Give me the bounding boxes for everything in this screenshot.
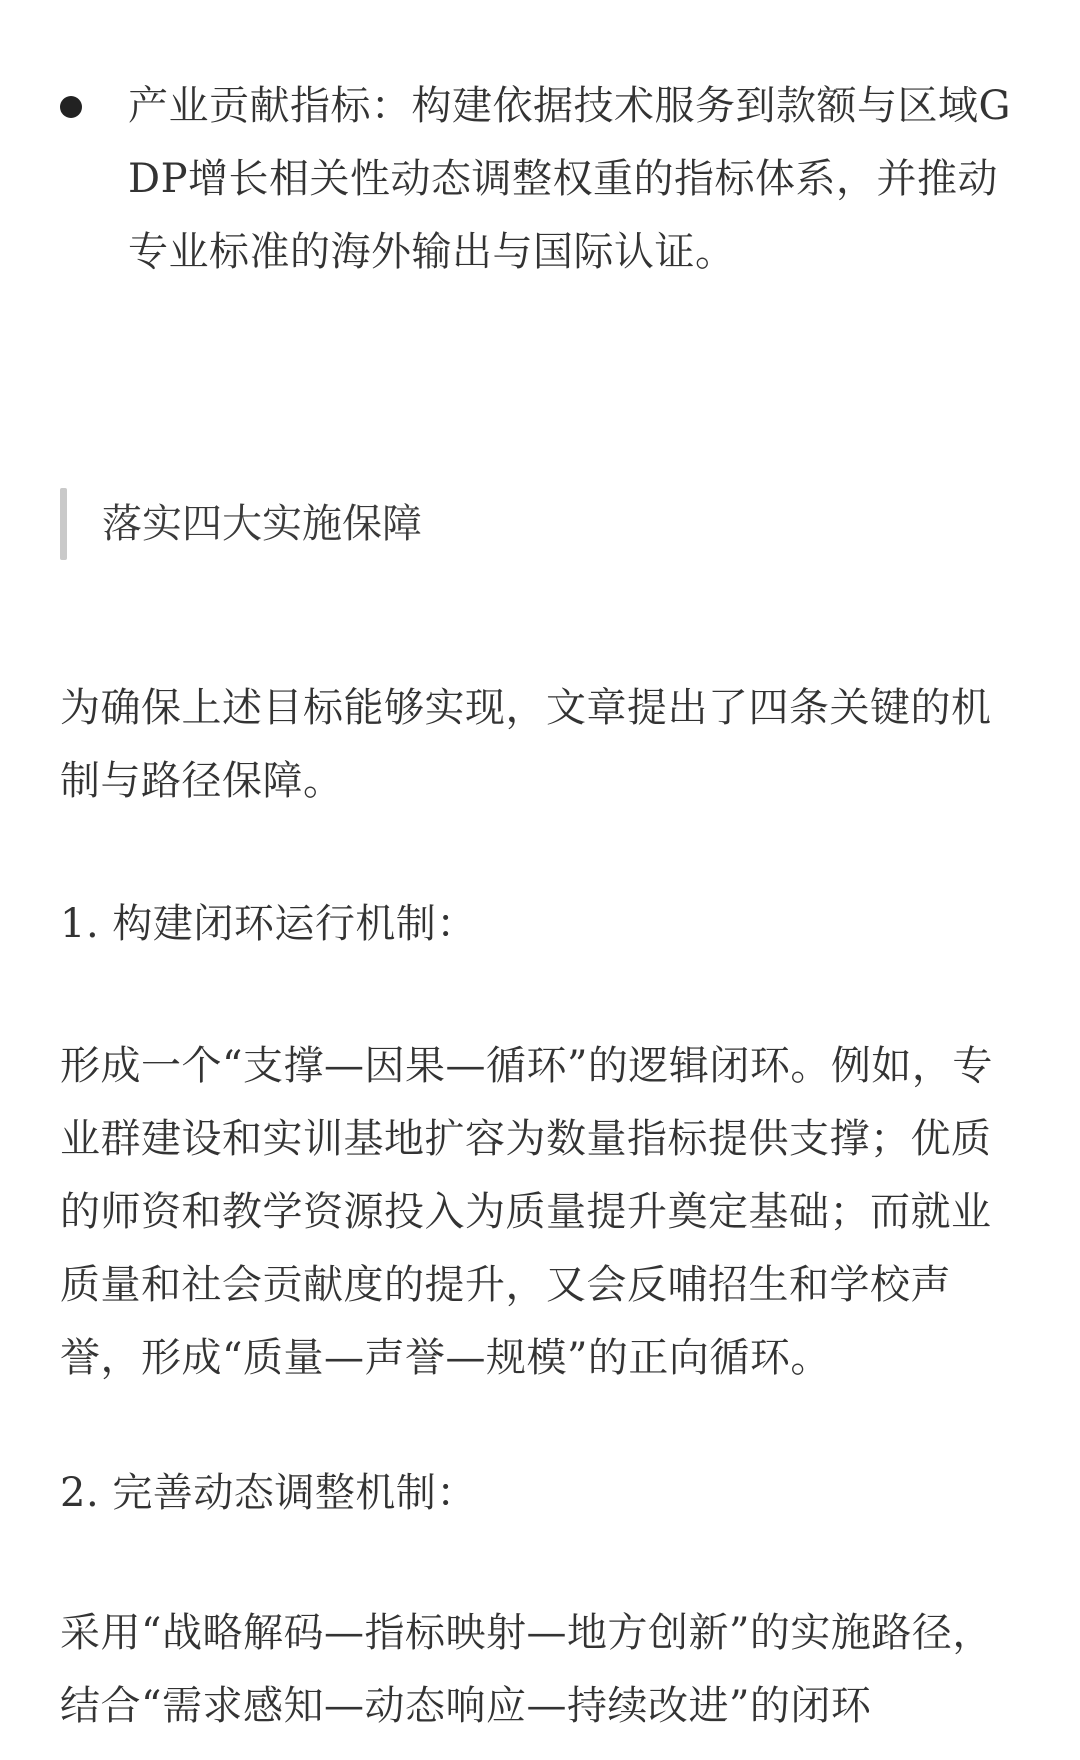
list-item-text: 产业贡献指标：构建依据技术服务到款额与区域GDP增长相关性动态调整权重的指标体系，并推动专业标准的海外输出与国际认证。: [128, 83, 1011, 275]
step-2-title: 2. 完善动态调整机制：: [60, 1470, 477, 1516]
bullet-dot-icon: [60, 96, 82, 118]
step-2-body: 采用“战略解码—指标映射—地方创新”的实施路径，结合“需求感知—动态响应—持续改进”的闭环: [60, 1610, 993, 1729]
section-heading: [60, 488, 960, 560]
heading-accent-bar: [60, 488, 67, 560]
section-heading-text: 落实四大实施保障: [102, 501, 422, 547]
step-1-body: 形成一个“支撑—因果—循环”的逻辑闭环。例如，专业群建设和实训基地扩容为数量指标提供支撑；优质的师资和教学资源投入为质量提升奠定基础；而就业质量和社会贡献度的提升，又会反哺招生和学校声誉，形成“质量—声誉—规模”的正向循环。: [60, 1043, 993, 1381]
step-1-title: 1. 构建闭环运行机制：: [60, 901, 477, 947]
intro-paragraph: 为确保上述目标能够实现，文章提出了四条关键的机制与路径保障。: [60, 685, 992, 804]
